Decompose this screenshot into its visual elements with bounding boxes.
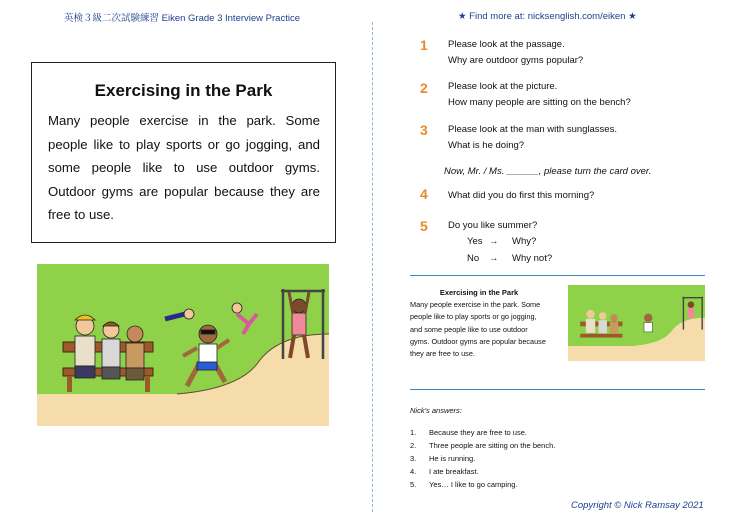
copyright: Copyright © Nick Ramsay 2021 [571,500,704,511]
question-line: Please look at the man with sunglasses. [448,124,617,135]
question-line: Do you like summer? [448,220,538,231]
followup-no-question: Why not? [512,253,553,264]
question-line: Please look at the picture. [448,81,558,92]
mini-card-title: Exercising in the Park [439,288,519,297]
park-illustration [37,264,329,426]
question-number: 2 [420,80,428,96]
followup-no: No [467,253,480,264]
passage-title: Exercising in the Park [94,81,273,100]
answer-text: I ate breakfast. [429,467,479,476]
answer-text: Because they are free to use. [429,428,527,437]
card-turn-instruction: Now, Mr. / Ms. ______, please turn the card over. [444,166,652,177]
answer-number: 5. [410,480,417,489]
question-number: 3 [420,122,428,138]
question-line: Please look at the passage. [448,39,565,50]
answers-title: Nick's answers: [410,406,462,415]
question-number: 4 [420,186,428,202]
passage-card [31,62,336,243]
question-number: 1 [420,37,428,53]
passage-text: Many people exercise in the park. Some people like to play sports or go jogging, and some people like to use outdoor gyms. Outdoor gyms are popular because they are free to use. [48,113,320,222]
mini-park-illustration [568,285,705,361]
question-line: Why are outdoor gyms popular? [448,55,584,66]
arrow-icon: → [489,236,499,247]
question-number: 5 [420,218,428,234]
question-line: How many people are sitting on the bench? [448,97,631,108]
answer-number: 3. [410,454,417,463]
header-title: 英検３級二次試験練習 Eiken Grade 3 Interview Practice [64,13,300,24]
header-website-link[interactable]: ★ Find more at: nicksenglish.com/eiken ★ [458,11,637,22]
arrow-icon: → [489,253,499,264]
answer-text: Yes… I like to go camping. [429,480,518,489]
answer-number: 4. [410,467,417,476]
section-divider [410,389,705,390]
question-line: What did you do first this morning? [448,190,595,201]
page-divider [372,22,373,512]
section-divider [410,275,705,276]
answer-text: Three people are sitting on the bench. [429,441,556,450]
answer-number: 1. [410,428,417,437]
question-line: What is he doing? [448,140,525,151]
answer-number: 2. [410,441,417,450]
answer-text: He is running. [429,454,476,463]
followup-yes: Yes [467,236,483,247]
followup-yes-question: Why? [512,236,537,247]
mini-card-text: Many people exercise in the park. Some people like to play sports or go jogging, and some people like to use outdoor gyms. Outdoor gyms are popular because they are free to use. [410,300,546,359]
